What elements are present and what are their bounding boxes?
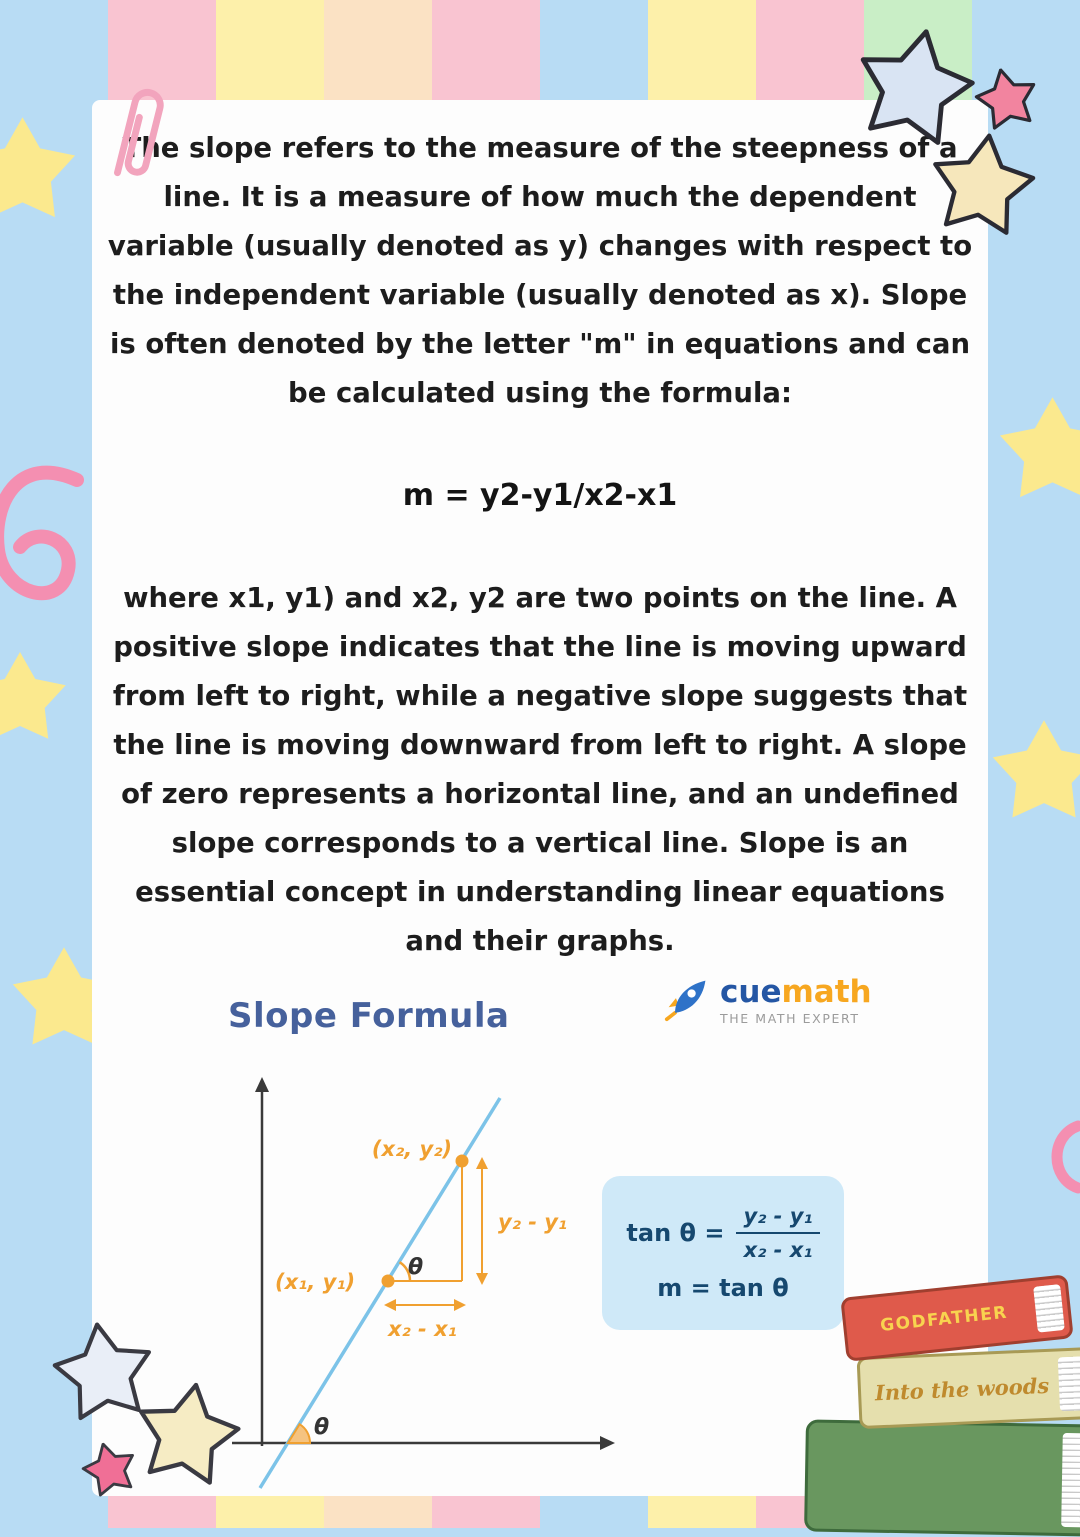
point2-label: (x₂, y₂)	[371, 1137, 452, 1161]
star-icon	[0, 650, 70, 750]
rise-label: y₂ - y₁	[498, 1210, 568, 1234]
book-pages	[1058, 1356, 1080, 1411]
theta-origin-label: θ	[314, 1415, 330, 1440]
brand-name	[720, 976, 872, 1008]
squiggle-decoration	[1044, 1118, 1080, 1198]
slope-formula-text: m = y2-y1/x2-x1	[402, 478, 678, 513]
star-icon	[0, 115, 80, 230]
figure-title: Slope Formula	[228, 996, 510, 1036]
rocket-icon	[664, 976, 710, 1022]
theta-label: θ	[408, 1255, 424, 1280]
book-title: Into the woods	[874, 1372, 1050, 1405]
run-label: x₂ - x₁	[388, 1317, 457, 1341]
squiggle-decoration	[0, 445, 87, 645]
point1-label: (x₁, y₁)	[275, 1270, 356, 1294]
slope-diagram	[220, 1068, 620, 1498]
intro-paragraph: The slope refers to the measure of the steepness of a line. It is a measure of how much the dependent variable (usually denoted as y) changes with respect to the independent variable (usually denoted as x). Slope is often denoted by the letter "m" in equations and can be calculated using the formula:	[107, 132, 973, 409]
fraction-denominator: x₂ - x₁	[743, 1238, 813, 1262]
m-equation: m = tan θ	[657, 1274, 789, 1302]
book-pages	[1061, 1433, 1080, 1527]
book-pages	[1033, 1284, 1065, 1333]
brand-cue: cue	[720, 974, 782, 1010]
tan-prefix: tan θ =	[626, 1219, 725, 1247]
star-icon	[969, 62, 1045, 138]
fraction-numerator: y₂ - y₁	[736, 1204, 819, 1234]
star-icon	[988, 718, 1080, 830]
brand-math: math	[781, 974, 872, 1010]
book-title: GODFATHER	[879, 1302, 1009, 1336]
star-icon	[921, 126, 1043, 248]
tan-equation	[626, 1204, 819, 1262]
cuemath-logo	[664, 976, 872, 1026]
star-icon	[995, 395, 1080, 510]
explanation-paragraph: where x1, y1) and x2, y2 are two points on the line. A positive slope indicates that the line is moving upward from left to right, while a negative slope suggests that the line is moving downward from left to right. A slope of zero represents a horizontal line, and an undefined slope corresponds to a vertical line. Slope is an essential concept in understanding linear equations and their graphs.	[112, 582, 968, 957]
fraction	[736, 1204, 819, 1262]
brand-tagline: THE MATH EXPERT	[720, 1011, 860, 1026]
tan-formula-box	[602, 1176, 844, 1330]
book-green	[804, 1419, 1080, 1536]
star-icon	[124, 1373, 249, 1498]
brand-text	[720, 976, 872, 1026]
book-into-the-woods	[857, 1347, 1080, 1429]
